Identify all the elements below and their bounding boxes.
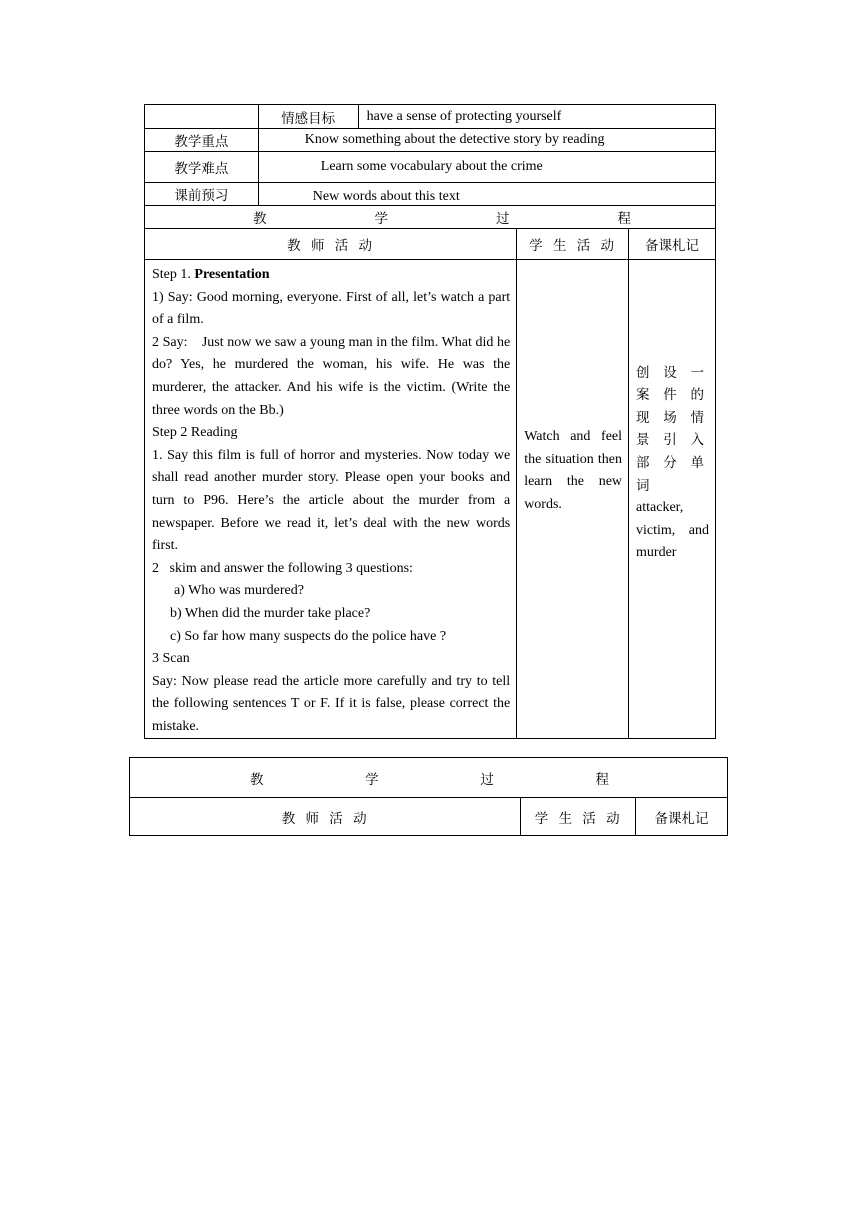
- emotion-goal-value: have a sense of protecting yourself: [358, 105, 715, 129]
- preview-label: 课前预习: [145, 183, 259, 206]
- notes-header-2: 备课札记: [636, 798, 728, 836]
- key-point-row: [145, 129, 716, 152]
- preview-value: New words about this text: [258, 183, 715, 206]
- process-char: 教: [253, 211, 267, 227]
- teacher-line: 2 Say: Just now we saw a young man in the film. What did he do? Yes, he murdered the woman, his wife. He was the murderer, the attacker. And his wife is the victim. (Write the three words on the Bb.): [152, 334, 514, 418]
- student-activity-content: [517, 260, 629, 739]
- emotion-goal-label: 情感目标: [258, 105, 358, 129]
- question-a: a) Who was murdered?: [174, 583, 304, 599]
- teacher-activity-content: [145, 260, 517, 739]
- difficulty-row: [145, 152, 716, 183]
- preview-row: [145, 183, 716, 206]
- key-point-label: 教学重点: [145, 129, 259, 152]
- teacher-activity-header: 教 师 活 动: [145, 229, 517, 260]
- notes-cn-text: 创设一案件的现场情景引入部分单词: [636, 364, 709, 494]
- process-header: [145, 206, 716, 229]
- lesson-plan-table: [144, 104, 716, 739]
- process-header-2: [130, 758, 728, 798]
- process-table-2: [129, 757, 728, 836]
- process-header-row: [145, 206, 716, 229]
- student-activity-header: 学 生 活 动: [517, 229, 629, 260]
- emotion-goal-row: [145, 105, 716, 129]
- teacher-activity-header-2: 教 师 活 动: [130, 798, 521, 836]
- step1-prefix: Step 1.: [152, 267, 195, 282]
- step3-heading: 3 Scan: [152, 651, 190, 667]
- question-b: b) When did the murder take place?: [170, 605, 371, 621]
- difficulty-value: Learn some vocabulary about the crime: [258, 152, 715, 183]
- student-activity-text: Watch and feel the situation then learn the new words.: [524, 429, 623, 512]
- notes-en-text: attacker, victim, and murder: [636, 500, 709, 561]
- process-char: 过: [480, 771, 494, 788]
- notes-block: [636, 362, 709, 565]
- teacher-line: 1) Say: Good morning, everyone. First of all, let’s watch a part of a film.: [152, 289, 511, 328]
- difficulty-label: 教学难点: [145, 152, 259, 183]
- notes-header: 备课札记: [629, 229, 716, 260]
- column-header-row-2: [130, 798, 728, 836]
- teacher-line: 1. Say this film is full of horror and mysteries. Now today we shall read another murder story. Please open your books and turn to P96. Here’s the article about the murder from a newspaper. Before we read it, let’s deal with the new words first.: [152, 447, 511, 554]
- notes-content: [629, 260, 716, 739]
- process-char: 过: [496, 211, 510, 227]
- teacher-line: 2 skim and answer the following 3 questions:: [152, 560, 413, 576]
- key-point-value: Know something about the detective story by reading: [258, 129, 715, 152]
- process-char: 程: [595, 771, 609, 788]
- step2-heading: Step 2 Reading: [152, 425, 238, 441]
- step1-title: Presentation: [194, 267, 270, 282]
- student-activity-header-2: 学 生 活 动: [521, 798, 636, 836]
- question-c: c) So far how many suspects do the police have ?: [170, 628, 447, 644]
- empty-cell: [145, 105, 259, 129]
- step1-heading: [152, 264, 510, 287]
- teacher-line: Say: Now please read the article more carefully and try to tell the following sentences T or F. If it is false, please correct the mistake.: [152, 673, 511, 734]
- process-char: 程: [617, 211, 631, 227]
- process-header-row-2: [130, 758, 728, 798]
- column-header-row: [145, 229, 716, 260]
- activity-content-row: [145, 260, 716, 739]
- process-char: 学: [374, 211, 388, 227]
- process-char: 学: [365, 771, 379, 788]
- process-char: 教: [250, 771, 264, 788]
